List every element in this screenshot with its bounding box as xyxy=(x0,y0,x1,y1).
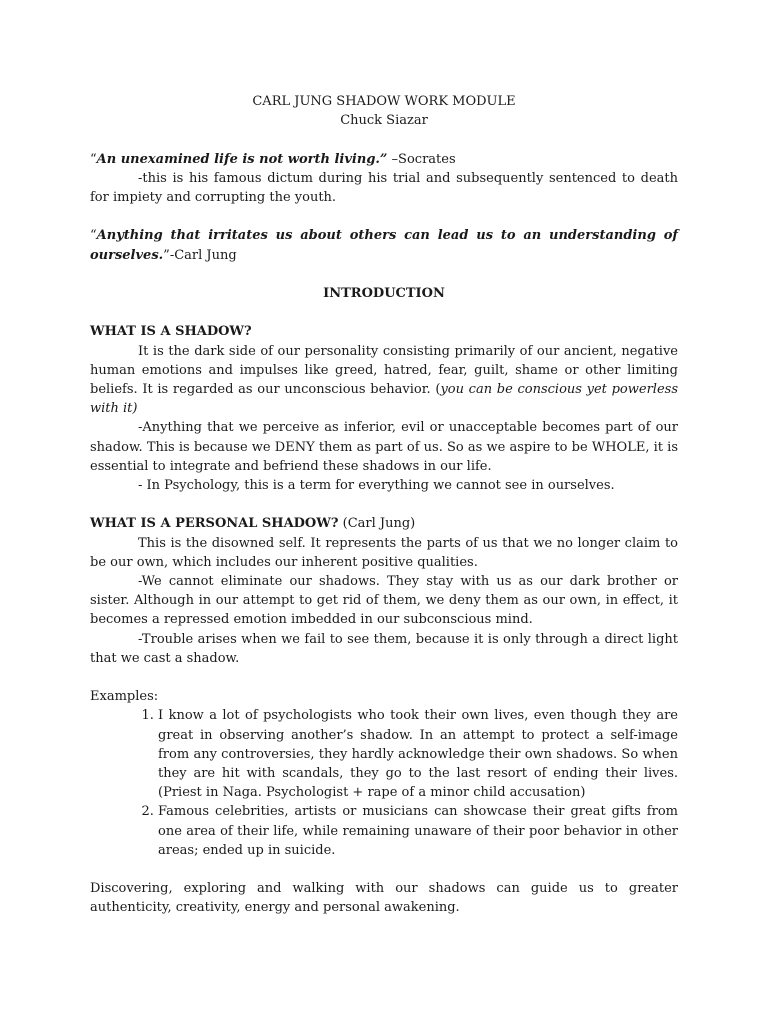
quote-open-mark: “ xyxy=(90,228,97,244)
document-author: Chuck Siazar xyxy=(340,113,428,129)
quote-jung-text: Anything that irritates us about others can lead us to an understanding of ourselves. xyxy=(90,228,678,263)
quote-open-mark: “ xyxy=(90,151,97,167)
document-title: CARL JUNG SHADOW WORK MODULE xyxy=(252,94,516,109)
introduction-heading: INTRODUCTION xyxy=(323,285,445,301)
personal-shadow-paragraph-1: This is the disowned self. It represents the parts of us that we no longer claim to be our own, which includes our inherent positive qualities. xyxy=(90,535,678,570)
quote-socrates-attribution: –Socrates xyxy=(387,151,456,167)
spacer xyxy=(90,668,678,687)
quote-jung xyxy=(90,226,678,264)
conclusion-paragraph: Discovering, exploring and walking with our shadows can guide us to greater authenticity, creativity, energy and personal awakening. xyxy=(90,881,678,916)
spacer xyxy=(90,207,678,226)
spacer xyxy=(90,303,678,322)
spacer xyxy=(90,860,678,879)
personal-shadow-paragraph-3: -Trouble arises when we fail to see them, because it is only through a direct light that we cast a shadow. xyxy=(90,631,678,666)
personal-shadow-heading: WHAT IS A PERSONAL SHADOW? xyxy=(90,516,339,532)
spacer xyxy=(90,265,678,284)
shadow-heading: WHAT IS A SHADOW? xyxy=(90,324,252,340)
quote-socrates-comment: -this is his famous dictum during his trial and subsequently sentenced to death for impiety and corrupting the youth. xyxy=(90,170,678,205)
personal-shadow-paragraph-2: -We cannot eliminate our shadows. They stay with us as our dark brother or sister. Although in our attempt to get rid of them, we deny them as our own, in effect, it becomes a repressed emotion imbedded in our subconscious mind. xyxy=(90,574,678,628)
quote-socrates-text: An unexamined life is not worth living.” xyxy=(96,151,388,167)
examples-label: Examples: xyxy=(90,689,159,705)
example-item-2: 2. Famous celebrities, artists or musicians can showcase their great gifts from one area of their life, while remaining unaware of their poor behavior in other areas; ended up in suicide. xyxy=(158,802,678,860)
personal-shadow-heading-note: (Carl Jung) xyxy=(338,516,416,532)
shadow-paragraph-1-italic: you can be conscious yet powerless with it) xyxy=(90,381,678,417)
example-item-1: 1. I know a lot of psychologists who took their own lives, even though they are great in observing another’s shadow. In an attempt to protect a self-image from any controversies, they hardly acknowledge their own shadows. So when they are hit with scandals, they go to the last resort of ending their lives. (Priest in Naga. Psychologist + rape of a minor child accusation) xyxy=(158,706,678,802)
spacer xyxy=(90,495,678,514)
quote-socrates xyxy=(90,150,678,169)
shadow-paragraph-1 xyxy=(90,342,678,419)
shadow-paragraph-2: -Anything that we perceive as inferior, evil or unacceptable becomes part of our shadow. This is because we DENY them as part of us. So as we aspire to be WHOLE, it is essential to integrate and befriend these shadows in our life. xyxy=(90,420,678,474)
spacer xyxy=(90,130,678,149)
personal-shadow-heading-line xyxy=(90,514,678,533)
shadow-paragraph-3: - In Psychology, this is a term for everything we cannot see in ourselves. xyxy=(138,478,615,493)
examples-list xyxy=(90,706,678,860)
quote-jung-attribution: ”-Carl Jung xyxy=(163,247,237,263)
shadow-paragraph-1-text: It is the dark side of our personality consisting primarily of our ancient, negative human emotions and impulses like greed, hatred, fear, guilt, shame or other limiting beliefs. It is regarded as our unconscious behavior. ( xyxy=(90,343,678,397)
